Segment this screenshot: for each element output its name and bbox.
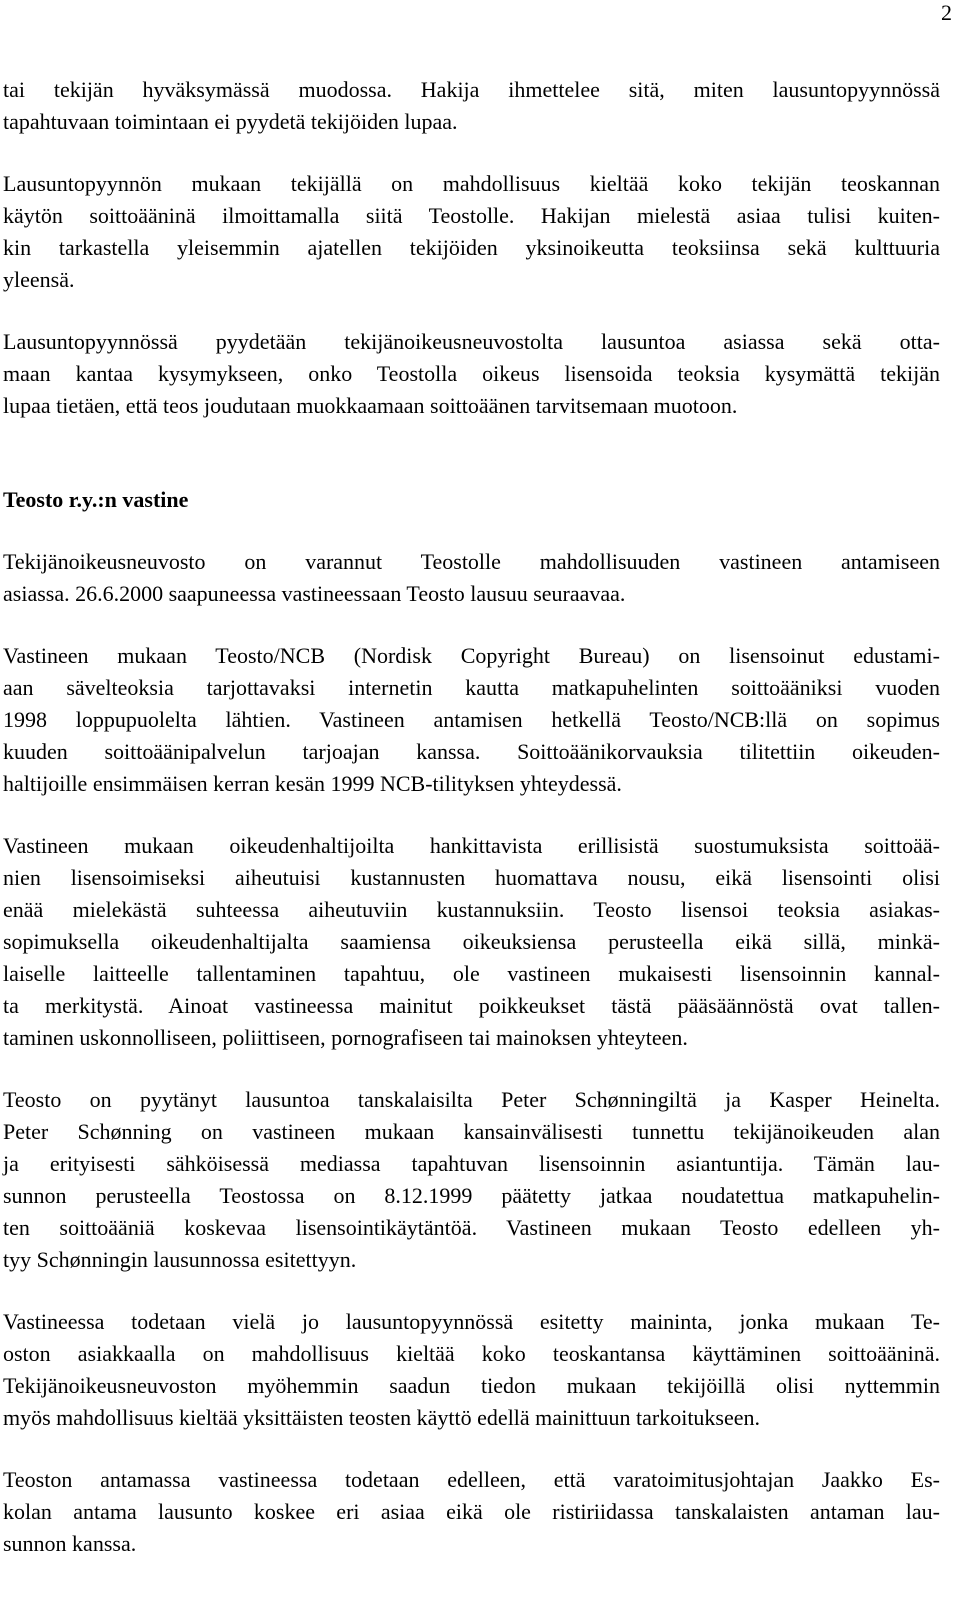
text-line: ten soittoääniä koskevaa lisensointikäytäntöä. Vastineen mukaan Teosto edelleen yh- <box>3 1215 940 1240</box>
text-line: enää mielekästä suhteessa aiheutuviin kustannuksiin. Teosto lisensoi teoksia asiakas- <box>3 897 940 922</box>
paragraph <box>3 1306 940 1434</box>
text-line: ta merkitystä. Ainoat vastineessa mainitut poikkeukset tästä pääsäännöstä ovat tallen- <box>3 993 940 1018</box>
text-line: nien lisensoimiseksi aiheutuisi kustannusten huomattava nousu, eikä lisensointi olisi <box>3 865 940 890</box>
document-body <box>3 74 940 1560</box>
text-line: Teoston antamassa vastineessa todetaan edelleen, että varatoimitusjohtajan Jaakko Es- <box>3 1467 940 1492</box>
text-line: Lausuntopyynnön mukaan tekijällä on mahdollisuus kieltää koko tekijän teoskannan <box>3 171 940 196</box>
text-line: yleensä. <box>3 267 75 292</box>
text-line: tai tekijän hyväksymässä muodossa. Hakija ihmettelee sitä, miten lausuntopyynnössä <box>3 77 940 102</box>
paragraph <box>3 1464 940 1560</box>
paragraph <box>3 830 940 1054</box>
text-line: lupaa tietäen, että teos joudutaan muokkaamaan soittoäänen tarvitsemaan muotoon. <box>3 393 738 418</box>
page-number: 2 <box>941 0 952 25</box>
text-line: kolan antama lausunto koskee eri asiaa eikä ole ristiriidassa tanskalaisten antaman lau- <box>3 1499 940 1524</box>
text-line: taminen uskonnolliseen, poliittiseen, pornografiseen tai mainoksen yhteyteen. <box>3 1025 688 1050</box>
text-line: käytön soittoääninä ilmoittamalla siitä Teostolle. Hakijan mielestä asiaa tulisi kuiten- <box>3 203 940 228</box>
text-line: Vastineessa todetaan vielä jo lausuntopyynnössä esitetty maininta, jonka mukaan Te- <box>3 1309 940 1334</box>
paragraph <box>3 74 940 138</box>
text-line: tapahtuvaan toimintaan ei pyydetä tekijöiden lupaa. <box>3 109 458 134</box>
text-line: aan sävelteoksia tarjottavaksi internetin kautta matkapuhelinten soittoääniksi vuoden <box>3 675 940 700</box>
text-line: kin tarkastella yleisemmin ajatellen tekijöiden yksinoikeutta teoksiinsa sekä kulttuuria <box>3 235 940 260</box>
text-line: Vastineen mukaan oikeudenhaltijoilta hankittavista erillisistä suostumuksista soittoää- <box>3 833 940 858</box>
text-line: sunnon kanssa. <box>3 1531 137 1556</box>
section-heading: Teosto r.y.:n vastine <box>3 487 189 512</box>
paragraph <box>3 1084 940 1276</box>
text-line: haltijoille ensimmäisen kerran kesän 1999 NCB-tilityksen yhteydessä. <box>3 771 622 796</box>
text-line: Tekijänoikeusneuvoston myöhemmin saadun tiedon mukaan tekijöillä olisi nyttemmin <box>3 1373 940 1398</box>
text-line: Peter Schønning on vastineen mukaan kansainvälisesti tunnettu tekijänoikeuden alan <box>3 1119 940 1144</box>
text-line: sunnon perusteella Teostossa on 8.12.1999 päätetty jatkaa noudatettua matkapuhelin- <box>3 1183 940 1208</box>
text-line: oston asiakkaalla on mahdollisuus kieltää koko teoskantansa käyttäminen soittoääninä. <box>3 1341 940 1366</box>
text-line: 1998 loppupuolelta lähtien. Vastineen antamisen hetkellä Teosto/NCB:llä on sopimus <box>3 707 940 732</box>
paragraph <box>3 168 940 296</box>
text-line: ja erityisesti sähköisessä mediassa tapahtuvan lisensoinnin asiantuntija. Tämän lau- <box>3 1151 940 1176</box>
text-line: maan kantaa kysymykseen, onko Teostolla oikeus lisensoida teoksia kysymättä tekijän <box>3 361 940 386</box>
paragraph <box>3 546 940 610</box>
text-line: Lausuntopyynnössä pyydetään tekijänoikeusneuvostolta lausuntoa asiassa sekä otta- <box>3 329 940 354</box>
text-line: kuuden soittoäänipalvelun tarjoajan kanssa. Soittoäänikorvauksia tilitettiin oikeuden- <box>3 739 940 764</box>
text-line: laiselle laitteelle tallentaminen tapahtuu, ole vastineen mukaisesti lisensoinnin kannal- <box>3 961 940 986</box>
text-line: myös mahdollisuus kieltää yksittäisten teosten käyttö edellä mainittuun tarkoitukseen. <box>3 1405 761 1430</box>
text-line: Vastineen mukaan Teosto/NCB (Nordisk Copyright Bureau) on lisensoinut edustami- <box>3 643 940 668</box>
text-line: Teosto on pyytänyt lausuntoa tanskalaisilta Peter Schønningiltä ja Kasper Heinelta. <box>3 1087 940 1112</box>
text-line: asiassa. 26.6.2000 saapuneessa vastineessaan Teosto lausuu seuraavaa. <box>3 581 626 606</box>
text-line: Tekijänoikeusneuvosto on varannut Teostolle mahdollisuuden vastineen antamiseen <box>3 549 940 574</box>
text-line: sopimuksella oikeudenhaltijalta saamiensa oikeuksiensa perusteella eikä sillä, minkä- <box>3 929 940 954</box>
paragraph <box>3 640 940 800</box>
text-line: tyy Schønningin lausunnossa esitettyyn. <box>3 1247 357 1272</box>
paragraph <box>3 326 940 422</box>
